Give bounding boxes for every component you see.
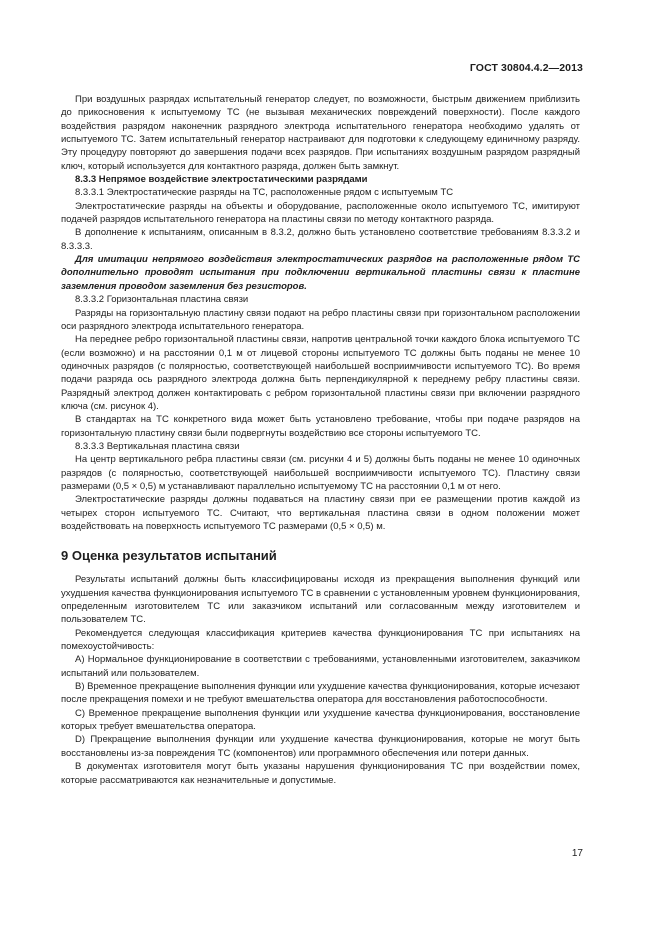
paragraph: Электростатические разряды на объекты и оборудование, расположенные около испытуемого ТС, имитируют подачей разрядов испытательного генератора на пластины связи по методу контактного разряда.: [61, 200, 580, 226]
paragraph: Рекомендуется следующая классификация критериев качества функционирования ТС при испытаниях на помехоустойчивость:: [61, 627, 580, 653]
paragraph: В дополнение к испытаниям, описанным в 8.3.2, должно быть установлено соответствие требованиям 8.3.3.2 и 8.3.3.3.: [61, 227, 580, 252]
page-number: 17: [571, 848, 583, 859]
emphasis-paragraph: Для имитации непрямого воздействия электростатических разрядов на расположенные рядом ТС дополнительно проводят испытания при подключении вертикальной пластины связи к пластине заземления проводом заземления без резисторов.: [61, 254, 580, 292]
paragraph: В стандартах на ТС конкретного вида может быть установлено требование, чтобы при подаче разрядов на горизонтальную пластину связи были подвергнуты воздействию все стороны испытуемого ТС.: [61, 414, 580, 439]
section-heading-8-3-3: 8.3.3 Непрямое воздействие электростатическими разрядами: [75, 174, 368, 186]
criterion-d: D) Прекращение выполнения функции или ухудшение качества функционирования, которые не могут быть восстановлены из-за повреждения ТС (компонентов) или программного обеспечения или потери данных.: [61, 734, 580, 759]
section-heading-9: 9 Оценка результатов испытаний: [61, 548, 277, 564]
paragraph: На центр вертикального ребра пластины связи (см. рисунки 4 и 5) должны быть поданы не менее 10 одиночных разрядов (с полярностью, соответствующей наибольшей восприимчивости испытуемого ТС). Пластину связи размерами (0,5 × 0,5) м устанавливают параллельно испытуемому ТС на расстоянии 0,1 м от него.: [61, 454, 580, 492]
subsection-8-3-3-1: 8.3.3.1 Электростатические разряды на ТС, расположенные рядом с испытуемым ТС: [75, 187, 454, 199]
paragraph: В документах изготовителя могут быть указаны нарушения функционирования ТС при воздействии помех, которые рассматриваются как незначительные и допустимые.: [61, 761, 580, 786]
subsection-8-3-3-3: 8.3.3.3 Вертикальная пластина связи: [75, 440, 240, 452]
paragraph: Электростатические разряды должны подаваться на пластину связи при ее размещении против каждой из четырех сторон испытуемого ТС. Считают, что вертикальная пластина связи в одном положении может воздействовать на поверхность испытуемого ТС размерами (0,5 × 0,5) м.: [61, 494, 580, 532]
page-body: [61, 93, 580, 787]
criterion-b: B) Временное прекращение выполнения функции или ухудшение качества функционирования, которые исчезают после прекращения помехи и не требуют вмешательства оператора для восстановления работоспособности.: [61, 681, 580, 706]
criterion-c: C) Временное прекращение выполнения функции или ухудшение качества функционирования, восстановление которых требует вмешательства оператора.: [61, 707, 580, 733]
paragraph: Разряды на горизонтальную пластину связи подают на ребро пластины связи при горизонтальном расположении оси разрядного электрода испытательного генератора.: [61, 307, 580, 332]
paragraph-air-discharge: При воздушных разрядах испытательный генератор следует, по возможности, быстрым движением приблизить до прикосновения к испытуемому ТС (не вызывая механических повреждений поверхности). После каждого воздействия разрядом наконечник разрядного электрода испытательного генератора необходимо удалять от испытуемого ТС. Затем испытательный генератор настраивают для подготовки к следующему единичному разряду. Эту процедуру повторяют до завершения подачи всех разрядов. При испытаниях воздушным разрядом разрядный ключ, который используется для контактного разряда, должен быть замкнут.: [61, 94, 580, 172]
paragraph: Результаты испытаний должны быть классифицированы исходя из прекращения выполнения функций или ухудшения качества функционирования испытуемого ТС в сравнении с установленным уровнем функционирования, определенным изготовителем ТС или заказчиком испытаний или согласованным между изготовителем и пользователем ТС.: [61, 574, 580, 626]
criterion-a: A) Нормальное функционирование в соответствии с требованиями, установленными изготовителем, заказчиком испытаний или пользователем.: [61, 654, 580, 679]
subsection-8-3-3-2: 8.3.3.2 Горизонтальная пластина связи: [75, 294, 249, 306]
document-code: ГОСТ 30804.4.2—2013: [469, 62, 583, 74]
paragraph: На переднее ребро горизонтальной пластины связи, напротив центральной точки каждого блока испытуемого ТС (если возможно) и на расстоянии 0,1 м от лицевой стороны испытуемого ТС должны быть поданы не менее 10 одиночных разрядов (с полярностью, соответствующей наибольшей восприимчивости испытуемого ТС). Во время подачи разряда ось разрядного электрода должна быть перпендикулярной к переднему ребру пластины связи. Разрядный электрод должен контактировать с ребром горизонтальной пластины связи при включении разрядного ключа (см. рисунок 4).: [61, 334, 580, 412]
